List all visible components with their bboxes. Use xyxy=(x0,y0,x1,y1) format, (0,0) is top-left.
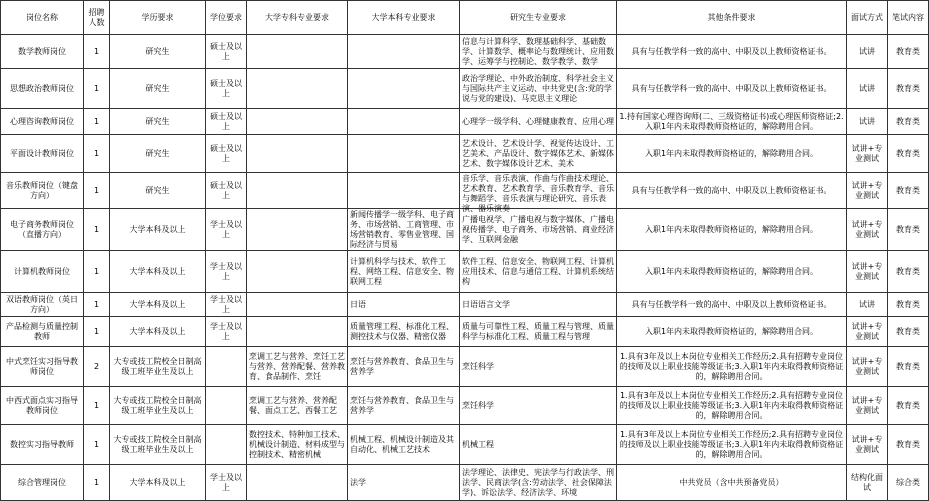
education-cell xyxy=(110,35,206,69)
graduate-major-cell-text: 烹饪科学 xyxy=(462,361,494,371)
exam-cell xyxy=(888,293,929,317)
education-cell-text: 研究生 xyxy=(145,46,170,56)
interview-cell xyxy=(847,317,888,347)
post-cell xyxy=(1,251,84,293)
interview-cell-text: 试讲 xyxy=(859,299,875,309)
table-row xyxy=(1,465,929,501)
graduate-major-cell-text: 信息与计算科学、数理基础科学、基础数学、计算数学、概率论与数理统计、应用数学、运筹学与控制论、数学教学、数学 xyxy=(462,36,614,66)
education-cell xyxy=(110,69,206,109)
bachelor-major-cell xyxy=(348,173,460,209)
header-college-major: 大学专科专业要求 xyxy=(247,1,348,35)
education-cell-text: 大学本科及以上 xyxy=(129,266,186,276)
header-exam: 笔试内容 xyxy=(888,1,929,35)
interview-cell xyxy=(847,135,888,173)
bachelor-major-cell xyxy=(348,347,460,387)
count-cell-text: 1 xyxy=(93,439,100,449)
table-row xyxy=(1,251,929,293)
exam-cell xyxy=(888,317,929,347)
bachelor-major-cell xyxy=(348,35,460,69)
college-major-cell xyxy=(247,317,348,347)
college-major-cell xyxy=(247,251,348,293)
graduate-major-cell-text: 艺术设计、艺术设计学、视觉传达设计、工艺美术、产品设计、数字媒体艺术、新媒体艺术、数字媒体设计艺术、美术 xyxy=(462,138,614,168)
degree-cell xyxy=(206,387,247,425)
other-requirements-cell xyxy=(617,135,847,173)
graduate-major-cell-text: 质量与可靠性工程、质量工程与管理、质量科学与标准化工程、质量工程与管理 xyxy=(462,321,614,341)
interview-cell-text: 试讲 xyxy=(859,83,875,93)
other-requirements-cell xyxy=(617,347,847,387)
degree-cell xyxy=(206,317,247,347)
college-major-cell-text: 烹调工艺与营养、烹饪工艺与营养、营养配餐、营养教育、食品制作、烹饪 xyxy=(249,351,345,381)
exam-cell-text: 教育类 xyxy=(896,185,920,195)
header-row xyxy=(1,1,929,35)
bachelor-major-cell xyxy=(348,387,460,425)
graduate-major-cell-text: 心理学一级学科、心理健康教育、应用心理 xyxy=(462,116,614,126)
education-cell-text: 大专或技工院校全日制高级工班毕业生及以上 xyxy=(113,395,202,415)
interview-cell xyxy=(847,35,888,69)
count-cell-text: 1 xyxy=(93,400,100,410)
exam-cell xyxy=(888,465,929,501)
count-cell-text: 1 xyxy=(93,477,100,487)
degree-cell xyxy=(206,209,247,251)
exam-cell xyxy=(888,69,929,109)
degree-cell xyxy=(206,69,247,109)
header-post: 岗位名称 xyxy=(1,1,84,35)
graduate-major-cell-text: 法学理论、法律史、宪法学与行政法学、刑法学、民商法学(含:劳动法学、社会保障法学)、诉讼法学、经济法学、环境 xyxy=(462,467,614,497)
college-major-cell xyxy=(247,35,348,69)
other-requirements-cell-text: 具有与任教学科一致的高中、中职及以上教师资格证书。 xyxy=(631,46,832,56)
graduate-major-cell xyxy=(460,173,617,213)
other-requirements-cell-text: 具有与任教学科一致的高中、中职及以上教师资格证书。 xyxy=(631,299,832,309)
college-major-cell-text: 烹调工艺与营养、营养配餐、面点工艺、西餐工艺 xyxy=(249,395,337,415)
bachelor-major-cell xyxy=(348,317,460,347)
degree-cell-text: 硕士及以上 xyxy=(210,180,242,200)
graduate-major-cell xyxy=(460,387,617,425)
header-interview: 面试方式 xyxy=(847,1,888,35)
graduate-major-cell xyxy=(460,35,617,69)
college-major-cell xyxy=(247,135,348,173)
table-body xyxy=(1,35,929,501)
education-cell xyxy=(110,251,206,293)
education-cell-text: 大学本科及以上 xyxy=(129,224,186,234)
degree-cell xyxy=(206,251,247,293)
degree-cell xyxy=(206,347,247,387)
header-graduate-major: 研究生专业要求 xyxy=(460,1,617,35)
table-row xyxy=(1,173,929,209)
other-requirements-cell xyxy=(617,109,847,135)
college-major-cell xyxy=(247,109,348,135)
college-major-cell xyxy=(247,293,348,317)
other-requirements-cell-text: 1.具有3年及以上本岗位专业相关工作经历;2.具有招聘专业岗位的技师及以上职业技能等级证书;3.入职1年内未取得教师资格证的，解除聘用合同。 xyxy=(619,390,844,420)
post-cell-text: 综合管理岗位 xyxy=(18,477,66,487)
post-cell xyxy=(1,425,84,465)
bachelor-major-cell xyxy=(348,135,460,173)
post-cell xyxy=(1,293,84,317)
education-cell-text: 大专或技工院校全日制高级工班毕业生及以上 xyxy=(113,356,202,376)
post-cell xyxy=(1,209,84,251)
post-cell xyxy=(1,69,84,109)
interview-cell-text: 试讲+专业测试 xyxy=(851,434,883,454)
degree-cell-text: 学士及以上 xyxy=(210,321,242,341)
bachelor-major-cell xyxy=(348,425,460,465)
interview-cell xyxy=(847,109,888,135)
table-row xyxy=(1,293,929,317)
count-cell-text: 1 xyxy=(93,224,100,234)
exam-cell xyxy=(888,109,929,135)
exam-cell xyxy=(888,135,929,173)
exam-cell-text: 教育类 xyxy=(896,439,920,449)
college-major-cell xyxy=(247,425,348,465)
interview-cell xyxy=(847,387,888,425)
degree-cell-text: 硕士及以上 xyxy=(210,41,242,61)
graduate-major-cell xyxy=(460,465,617,501)
college-major-cell xyxy=(247,387,348,425)
header-count: 招聘人数 xyxy=(84,1,110,35)
degree-cell xyxy=(206,35,247,69)
interview-cell xyxy=(847,293,888,317)
count-cell xyxy=(84,251,110,293)
post-cell xyxy=(1,465,84,501)
education-cell xyxy=(110,209,206,251)
bachelor-major-cell-text: 烹饪与营养教育、食品卫生与营养学 xyxy=(350,356,454,376)
other-requirements-cell xyxy=(617,209,847,251)
other-requirements-cell-text: 入职1年内未取得教师资格证的，解除聘用合同。 xyxy=(644,266,819,276)
education-cell-text: 大学本科及以上 xyxy=(129,299,186,309)
bachelor-major-cell-text: 新闻传播学一级学科、电子商务、市场营销、工商管理、市场营销教育、零售业管理、国际经济与贸易 xyxy=(350,210,454,249)
post-cell xyxy=(1,173,84,209)
post-cell-text: 思想政治教师岗位 xyxy=(10,83,74,93)
table-row xyxy=(1,425,929,465)
college-major-cell xyxy=(247,69,348,109)
post-cell-text: 计算机教师岗位 xyxy=(14,266,70,276)
table-row xyxy=(1,69,929,109)
interview-cell-text: 试讲+专业测试 xyxy=(851,356,883,376)
count-cell xyxy=(84,173,110,209)
post-cell xyxy=(1,135,84,173)
count-cell-text: 1 xyxy=(93,116,100,126)
post-cell-text: 数学教师岗位 xyxy=(18,46,66,56)
degree-cell-text: 硕士及以上 xyxy=(210,78,242,98)
other-requirements-cell xyxy=(617,69,847,109)
bachelor-major-cell-text: 计算机科学与技术、软件工程、网络工程、信息安全、物联网工程 xyxy=(350,256,454,286)
exam-cell-text: 教育类 xyxy=(896,326,920,336)
graduate-major-cell-text: 机械工程 xyxy=(462,439,494,449)
bachelor-major-cell xyxy=(348,69,460,109)
count-cell xyxy=(84,135,110,173)
count-cell-text: 1 xyxy=(93,326,100,336)
count-cell xyxy=(84,293,110,317)
other-requirements-cell-text: 入职1年内未取得教师资格证的，解除聘用合同。 xyxy=(644,148,819,158)
exam-cell-text: 教育类 xyxy=(896,361,920,371)
degree-cell xyxy=(206,293,247,317)
education-cell-text: 研究生 xyxy=(145,116,170,126)
post-cell xyxy=(1,347,84,387)
graduate-major-cell-text: 政治学理论、中外政治制度、科学社会主义与国际共产主义运动、中共党史(含:党的学说与党的建设)、马克思主义理论 xyxy=(462,73,614,103)
bachelor-major-cell-text: 法学 xyxy=(350,477,366,487)
exam-cell xyxy=(888,387,929,425)
graduate-major-cell xyxy=(460,317,617,347)
count-cell-text: 2 xyxy=(93,361,100,371)
education-cell-text: 研究生 xyxy=(145,185,170,195)
interview-cell-text: 试讲+专业测试 xyxy=(851,261,883,281)
count-cell-text: 1 xyxy=(93,83,100,93)
college-major-cell xyxy=(247,465,348,501)
bachelor-major-cell-text: 机械工程、机械设计制造及其自动化、机械工艺技术 xyxy=(350,434,454,454)
exam-cell-text: 教育类 xyxy=(896,299,920,309)
graduate-major-cell xyxy=(460,347,617,387)
exam-cell-text: 教育类 xyxy=(896,400,920,410)
count-cell xyxy=(84,387,110,425)
post-cell-text: 平面设计教师岗位 xyxy=(10,148,74,158)
other-requirements-cell-text: 入职1年内未取得教师资格证的，解除聘用合同。 xyxy=(644,326,819,336)
college-major-cell-text: 数控技术、特种加工技术、机械设计制造、材料成型与控制技术、精密机械 xyxy=(249,429,345,459)
education-cell xyxy=(110,135,206,173)
other-requirements-cell-text: 中共党员（含中共预备党员） xyxy=(679,477,784,487)
other-requirements-cell-text: 入职1年内未取得教师资格证的，解除聘用合同。 xyxy=(644,224,819,234)
table-row xyxy=(1,109,929,135)
other-requirements-cell xyxy=(617,173,847,209)
interview-cell xyxy=(847,465,888,501)
interview-cell xyxy=(847,69,888,109)
degree-cell xyxy=(206,109,247,135)
header-other-requirements: 其他条件要求 xyxy=(617,1,847,35)
post-cell-text: 电子商务教师岗位（直播方向） xyxy=(10,219,74,239)
education-cell xyxy=(110,293,206,317)
post-cell-text: 中西式面点实习指导教师岗位 xyxy=(6,395,78,415)
exam-cell-text: 教育类 xyxy=(896,148,920,158)
bachelor-major-cell-text: 烹饪与营养教育、食品卫生与营养学 xyxy=(350,395,454,415)
post-cell xyxy=(1,109,84,135)
header-education: 学历要求 xyxy=(110,1,206,35)
other-requirements-cell-text: 1.具有3年及以上本岗位专业相关工作经历;2.具有招聘专业岗位的技师及以上职业技能等级证书;3.入职1年内未取得教师资格证的，解除聘用合同。 xyxy=(619,429,844,459)
graduate-major-cell xyxy=(460,135,617,173)
graduate-major-cell xyxy=(460,69,617,109)
count-cell-text: 1 xyxy=(93,299,100,309)
exam-cell xyxy=(888,35,929,69)
count-cell-text: 1 xyxy=(93,46,100,56)
exam-cell-text: 综合类 xyxy=(896,477,920,487)
exam-cell xyxy=(888,209,929,251)
degree-cell xyxy=(206,173,247,209)
count-cell xyxy=(84,465,110,501)
table-row xyxy=(1,209,929,251)
other-requirements-cell xyxy=(617,425,847,465)
other-requirements-cell-text: 1.具有3年及以上本岗位专业相关工作经历;2.具有招聘专业岗位的技师及以上职业技能等级证书;3.入职1年内未取得教师资格证的，解除聘用合同。 xyxy=(619,351,844,381)
count-cell-text: 1 xyxy=(93,185,100,195)
bachelor-major-cell-text: 质量管理工程、标准化工程、测控技术与仪器、精密仪器 xyxy=(350,321,454,341)
interview-cell-text: 结构化面试 xyxy=(851,472,883,492)
count-cell xyxy=(84,209,110,251)
degree-cell-text: 硕士及以上 xyxy=(210,143,242,163)
degree-cell xyxy=(206,425,247,465)
education-cell xyxy=(110,425,206,465)
graduate-major-cell xyxy=(460,425,617,465)
other-requirements-cell xyxy=(617,293,847,317)
interview-cell xyxy=(847,425,888,465)
exam-cell xyxy=(888,251,929,293)
education-cell-text: 研究生 xyxy=(145,148,170,158)
bachelor-major-cell xyxy=(348,293,460,317)
degree-cell-text: 学士及以上 xyxy=(210,219,242,239)
education-cell-text: 大专或技工院校全日制高级工班毕业生及以上 xyxy=(113,434,202,454)
header-degree: 学位要求 xyxy=(206,1,247,35)
college-major-cell xyxy=(247,347,348,387)
table-row xyxy=(1,387,929,425)
graduate-major-cell-text: 软件工程、信息安全、物联网工程、计算机应用技术、信息与通信工程、计算机系统结构 xyxy=(462,256,614,286)
interview-cell-text: 试讲+专业测试 xyxy=(851,143,883,163)
graduate-major-cell-text: 日语语言文学 xyxy=(462,299,510,309)
post-cell-text: 心理咨询教师岗位 xyxy=(10,116,74,126)
degree-cell xyxy=(206,135,247,173)
interview-cell xyxy=(847,173,888,209)
interview-cell xyxy=(847,209,888,251)
degree-cell-text: 硕士及以上 xyxy=(210,111,242,131)
exam-cell xyxy=(888,425,929,465)
degree-cell-text: 学士及以上 xyxy=(210,294,242,314)
education-cell xyxy=(110,109,206,135)
degree-cell xyxy=(206,465,247,501)
table-row xyxy=(1,347,929,387)
interview-cell-text: 试讲 xyxy=(859,116,875,126)
count-cell xyxy=(84,425,110,465)
education-cell xyxy=(110,387,206,425)
degree-cell-text: 学士及以上 xyxy=(210,472,242,492)
other-requirements-cell xyxy=(617,35,847,69)
count-cell xyxy=(84,347,110,387)
post-cell xyxy=(1,387,84,425)
exam-cell-text: 教育类 xyxy=(896,46,920,56)
graduate-major-cell-text: 音乐学、音乐表演、作曲与作曲技术理论、艺术教育、艺术教育学、音乐教育学、音乐与舞蹈学、音乐表演与理论研究、音乐表演、器乐演奏 xyxy=(462,174,614,213)
other-requirements-cell-text: 1.持有国家心理咨询师(二、三级资格证书)或心理医师资格证;2.入职1年内未取得教师资格证的，解除聘用合同。 xyxy=(619,111,844,131)
post-cell-text: 双语教师岗位（英日方向） xyxy=(6,294,78,314)
education-cell xyxy=(110,317,206,347)
exam-cell-text: 教育类 xyxy=(896,116,920,126)
count-cell xyxy=(84,35,110,69)
bachelor-major-cell-text: 日语 xyxy=(350,299,366,309)
graduate-major-cell xyxy=(460,293,617,317)
interview-cell-text: 试讲+专业测试 xyxy=(851,219,883,239)
education-cell xyxy=(110,173,206,209)
post-cell-text: 音乐教师岗位（键盘方向） xyxy=(6,180,78,200)
interview-cell xyxy=(847,347,888,387)
table-row xyxy=(1,317,929,347)
graduate-major-cell-text: 广播电视学、广播电视与数字媒体、广播电视传播学、电子商务、市场营销、商业经济学、互联网金融 xyxy=(462,214,614,244)
bachelor-major-cell xyxy=(348,109,460,135)
college-major-cell xyxy=(247,173,348,209)
education-cell-text: 大学本科及以上 xyxy=(129,477,186,487)
interview-cell xyxy=(847,251,888,293)
header-bachelor-major: 大学本科专业要求 xyxy=(348,1,460,35)
graduate-major-cell xyxy=(460,109,617,135)
table-row xyxy=(1,135,929,173)
other-requirements-cell-text: 具有与任教学科一致的高中、中职及以上教师资格证书。 xyxy=(631,83,832,93)
post-cell-text: 产品检测与质量控制教师 xyxy=(6,321,78,341)
degree-cell-text: 学士及以上 xyxy=(210,261,242,281)
other-requirements-cell xyxy=(617,251,847,293)
table-row xyxy=(1,35,929,69)
education-cell xyxy=(110,465,206,501)
bachelor-major-cell xyxy=(348,251,460,293)
interview-cell-text: 试讲+专业测试 xyxy=(851,321,883,341)
interview-cell-text: 试讲+专业测试 xyxy=(851,395,883,415)
count-cell xyxy=(84,317,110,347)
other-requirements-cell-text: 具有与任教学科一致的高中、中职及以上教师资格证书。 xyxy=(631,185,832,195)
education-cell xyxy=(110,347,206,387)
graduate-major-cell xyxy=(460,251,617,293)
post-cell xyxy=(1,35,84,69)
count-cell-text: 1 xyxy=(93,148,100,158)
college-major-cell xyxy=(247,209,348,251)
bachelor-major-cell xyxy=(348,465,460,501)
education-cell-text: 研究生 xyxy=(145,83,170,93)
count-cell xyxy=(84,109,110,135)
other-requirements-cell xyxy=(617,317,847,347)
other-requirements-cell xyxy=(617,387,847,425)
post-cell-text: 中式烹饪实习指导教师岗位 xyxy=(6,356,78,376)
interview-cell-text: 试讲+专业测试 xyxy=(851,180,883,200)
other-requirements-cell xyxy=(617,465,847,501)
interview-cell-text: 试讲 xyxy=(859,46,875,56)
bachelor-major-cell xyxy=(348,209,460,251)
education-cell-text: 大学本科及以上 xyxy=(129,326,186,336)
exam-cell xyxy=(888,173,929,209)
post-cell xyxy=(1,317,84,347)
exam-cell-text: 教育类 xyxy=(896,266,920,276)
exam-cell-text: 教育类 xyxy=(896,224,920,234)
graduate-major-cell xyxy=(460,209,617,251)
count-cell-text: 1 xyxy=(93,266,100,276)
graduate-major-cell-text: 烹饪科学 xyxy=(462,400,494,410)
exam-cell xyxy=(888,347,929,387)
count-cell xyxy=(84,69,110,109)
post-cell-text: 数控实习指导教师 xyxy=(10,439,74,449)
exam-cell-text: 教育类 xyxy=(896,83,920,93)
